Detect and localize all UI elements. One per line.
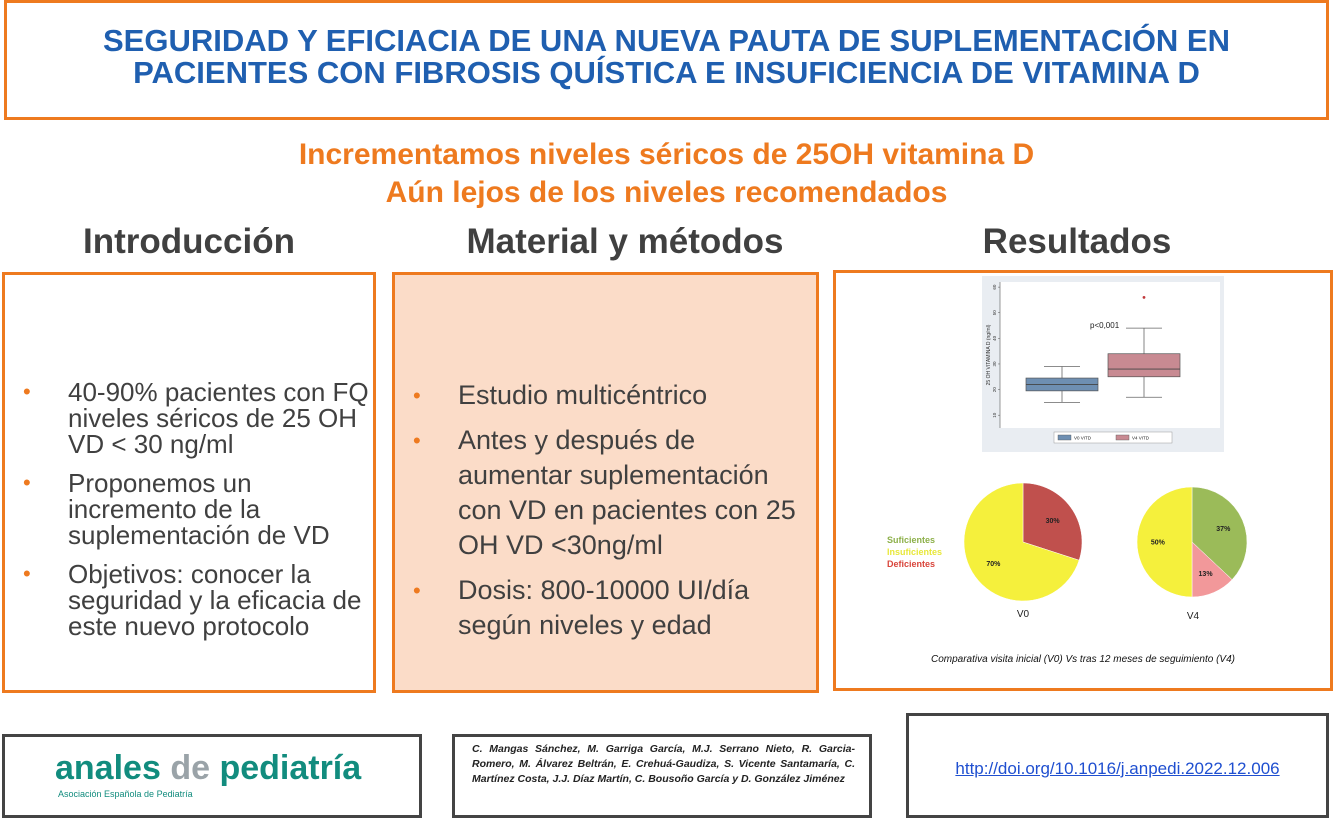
outlier-point: [1143, 296, 1146, 299]
poster-title: [7, 25, 1326, 89]
legend-suficientes: Suficientes: [887, 535, 936, 545]
y-tick-label: 40: [992, 335, 997, 341]
pie-slice-label: 70%: [986, 561, 1001, 569]
subtitle-line-2: Aún lejos de los niveles recomendados: [385, 176, 948, 209]
title-line-2: PACIENTES CON FIBROSIS QUÍSTICA E INSUFICIENCIA DE VITAMINA D: [133, 55, 1200, 90]
pie-chart-v4: [1136, 480, 1251, 605]
boxplot-y-axis-label: 25 OH VITAMINA D (ng/ml): [986, 324, 992, 386]
pie-slice-label: 30%: [1045, 517, 1060, 525]
subtitle-line-1: Incrementamos niveles séricos de 25OH vitamina D: [298, 138, 1035, 171]
y-tick-label: 10: [992, 412, 997, 418]
doi-link[interactable]: http://doi.org/10.1016/j.anpedi.2022.12.006: [955, 759, 1280, 778]
methods-bullet: • Estudio multicéntrico: [413, 378, 813, 413]
y-tick-label: 20: [992, 387, 997, 393]
legend-deficientes: Deficientes: [887, 559, 936, 569]
authors-box: [452, 734, 872, 818]
methods-bullet: • Dosis: 800-10000 UI/día según niveles y edad: [413, 573, 813, 643]
boxplot-legend: [1054, 432, 1172, 443]
intro-panel: [2, 272, 376, 693]
intro-bullet: • Objetivos: conocer la seguridad y la eficacia de este nuevo protocolo: [23, 561, 373, 639]
intro-heading: Introducción: [83, 222, 295, 261]
pie-slice-label: 50%: [1150, 539, 1165, 547]
pie-label-v0: V0: [1016, 609, 1030, 620]
journal-logo: [55, 749, 361, 788]
intro-bullet-list: [23, 379, 373, 652]
results-caption: Comparativa visita inicial (V0) Vs tras 12 meses de seguimiento (V4): [930, 654, 1235, 665]
methods-panel: [392, 272, 819, 693]
legend-swatch-v4: [1116, 435, 1129, 440]
legend-label-v4: V4 VITD: [1132, 435, 1150, 441]
logo-subtitle: Asociación Española de Pediatría: [58, 789, 193, 799]
y-tick-label: 30: [992, 361, 997, 367]
title-box: [4, 0, 1329, 120]
pie-label-v4: V4: [1186, 611, 1200, 622]
intro-bullet: • 40-90% pacientes con FQ niveles séricos de 25 OH VD < 30 ng/ml: [23, 379, 373, 457]
logo-word-de: de: [170, 749, 210, 787]
y-tick-label: 50: [992, 310, 997, 316]
logo-word-anales: anales: [55, 749, 161, 787]
pie-legend: [887, 534, 942, 570]
legend-insuficientes: Insuficientes: [887, 547, 943, 557]
methods-heading: Material y métodos: [466, 222, 784, 261]
logo-word-pediatria: pediatría: [219, 749, 362, 787]
doi-box: [906, 713, 1329, 818]
methods-bullet-list: [413, 378, 813, 653]
pie-chart-v0: [963, 480, 1083, 605]
intro-bullet: • Proponemos un incremento de la suplementación de VD: [23, 470, 373, 548]
box-v4: [1108, 354, 1180, 377]
p-value-annotation: p<0,001: [1090, 321, 1120, 330]
pie-slice-label: 37%: [1216, 525, 1231, 533]
boxplot-legend-frame: [1054, 432, 1172, 443]
title-line-1: SEGURIDAD Y EFICIACIA DE UNA NUEVA PAUTA DE SUPLEMENTACIÓN EN: [103, 23, 1230, 58]
pie-slice-label: 13%: [1198, 570, 1213, 578]
methods-bullet: • Antes y después de aumentar suplementación con VD en pacientes con 25 OH VD <30ng/ml: [413, 423, 813, 563]
journal-logo-box: [2, 734, 422, 818]
legend-label-v0: V0 VITD: [1074, 435, 1092, 441]
authors-text: C. Mangas Sánchez, M. Garriga García, M.J. Serrano Nieto, R. Garcia-Romero, M. Álvarez Beltrán, E. Crehuá-Gaudiza, S. Vicente Santamaría, C. Martínez Costa, J.J. Díaz Martín, C. Bousoño García y D. González Jiménez: [472, 743, 855, 785]
results-heading: Resultados: [982, 222, 1172, 261]
boxplot-chart: [982, 276, 1224, 452]
legend-swatch-v0: [1058, 435, 1071, 440]
y-tick-label: 60: [992, 284, 997, 290]
